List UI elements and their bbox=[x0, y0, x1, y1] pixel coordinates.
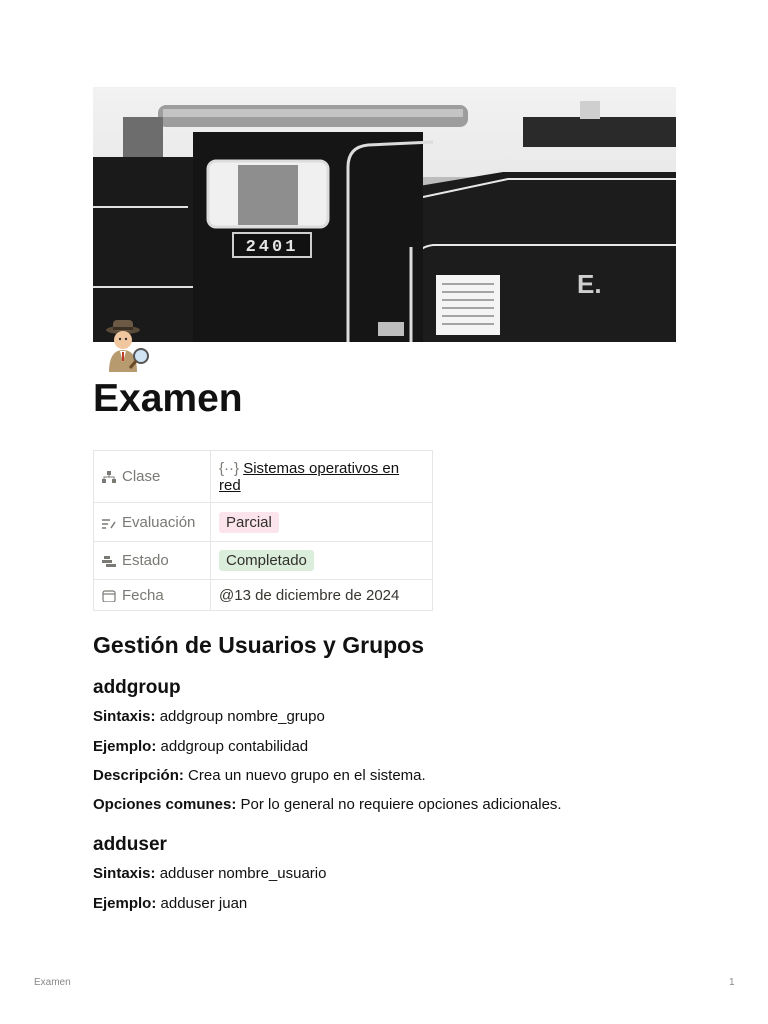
list-icon bbox=[102, 517, 116, 529]
property-value-clase[interactable] bbox=[211, 451, 433, 503]
side-letter: E. bbox=[577, 269, 602, 299]
clase-link[interactable]: Sistemas operativos en red bbox=[219, 459, 400, 494]
command-line: Descripción: Crea un nuevo grupo en el sistema. bbox=[93, 767, 426, 784]
section-heading: Gestión de Usuarios y Grupos bbox=[93, 632, 425, 658]
locomotive-illustration bbox=[93, 87, 676, 342]
page-title: Examen bbox=[93, 377, 243, 420]
property-key-clase bbox=[94, 451, 211, 503]
property-key-fecha bbox=[94, 580, 211, 611]
command-heading-addgroup: addgroup bbox=[93, 677, 181, 698]
property-label: Clase bbox=[122, 468, 161, 485]
estado-tag[interactable]: Completado bbox=[219, 550, 314, 571]
property-row-clase bbox=[94, 451, 433, 503]
property-value-fecha[interactable]: @13 de diciembre de 2024 bbox=[211, 580, 433, 611]
command-line: Ejemplo: adduser juan bbox=[93, 895, 248, 912]
calendar-icon bbox=[102, 590, 116, 602]
relation-icon bbox=[102, 471, 116, 483]
command-line: Ejemplo: addgroup contabilidad bbox=[93, 738, 309, 755]
property-key-estado bbox=[94, 542, 211, 580]
property-key-evaluacion bbox=[94, 503, 211, 542]
command-line: Sintaxis: addgroup nombre_grupo bbox=[93, 708, 325, 725]
status-icon bbox=[102, 555, 116, 567]
property-label: Fecha bbox=[122, 586, 164, 604]
command-heading-adduser: adduser bbox=[93, 834, 167, 855]
property-value-estado[interactable] bbox=[211, 542, 433, 580]
property-value-evaluacion[interactable] bbox=[211, 503, 433, 542]
command-line: Opciones comunes: Por lo general no requiere opciones adicionales. bbox=[93, 796, 562, 813]
properties-table bbox=[93, 450, 433, 611]
property-label: Estado bbox=[122, 552, 169, 569]
code-icon: {··} bbox=[219, 459, 240, 477]
locomotive-number: 2401 bbox=[245, 238, 299, 257]
command-line: Sintaxis: adduser nombre_usuario bbox=[93, 865, 327, 882]
detective-icon[interactable] bbox=[101, 318, 155, 372]
property-row-fecha bbox=[94, 580, 433, 611]
evaluacion-tag[interactable]: Parcial bbox=[219, 512, 279, 533]
property-row-estado bbox=[94, 542, 433, 580]
cover-image bbox=[93, 87, 676, 342]
property-row-evaluacion bbox=[94, 503, 433, 542]
footer-page-number: 1 bbox=[729, 977, 735, 988]
property-label: Evaluación bbox=[122, 513, 196, 531]
footer-title: Examen bbox=[34, 977, 71, 988]
